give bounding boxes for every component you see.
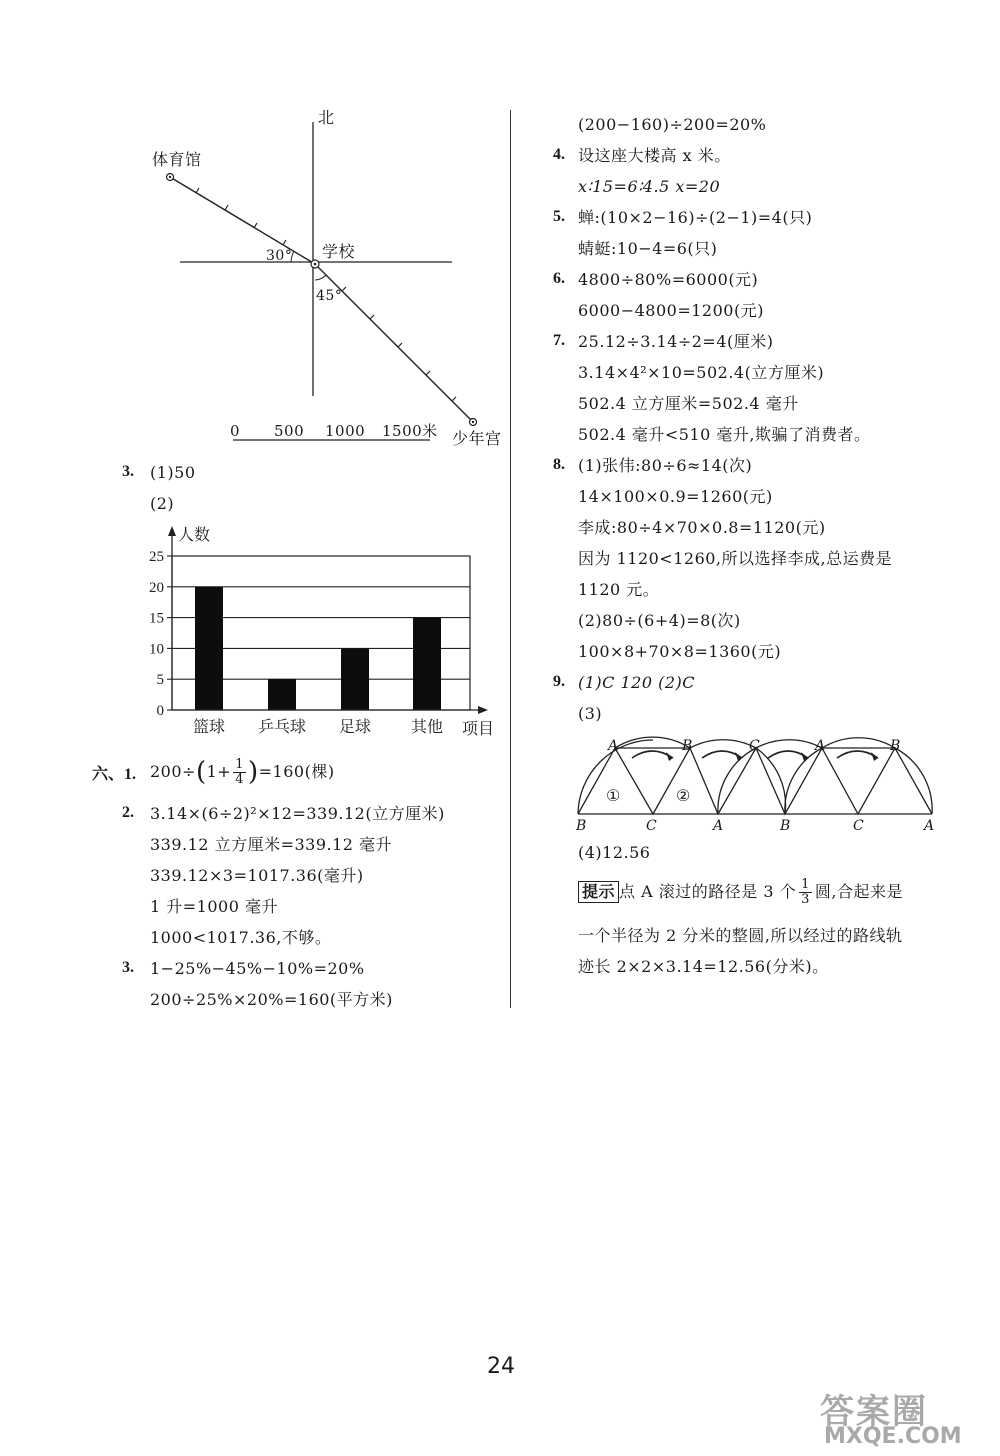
y-tick-label: 25 [149,549,164,565]
tri-top-1: A [608,738,619,754]
tri-bottom-4: B [780,818,791,834]
fraction-denominator: 4 [235,771,244,787]
six-q3-line-1: 1−25%−45%−10%=20% [150,959,365,978]
scale-1500: 1500米 [382,422,438,440]
watermark-top: 答案圈 [820,1392,928,1432]
tri-bottom-5: C [853,818,865,834]
paren-open: ( [195,757,207,787]
q8-line-1: (1)张伟:80÷6≈14(次) [578,456,753,475]
y-tick-label: 0 [156,703,164,719]
fraction-one-third [799,878,812,907]
q7-line-1: 25.12÷3.14÷2=4(厘米) [578,332,774,351]
youth-palace-label: 少年宫 [452,429,502,448]
q8-line-3: 李成:80÷4×70×0.8=1120(元) [578,518,826,537]
paren-close: ) [247,757,259,787]
six-q1-pre: 1+ [206,762,232,781]
fraction-denominator: 3 [801,891,810,907]
y-tick-label: 5 [156,672,164,689]
six-q2-line-1: 3.14×(6÷2)²×12=339.12(立方厘米) [150,804,445,823]
gym-label: 体育馆 [152,150,202,169]
q4-number: 4. [553,146,565,163]
scale-500: 500 [274,422,305,440]
category-label: 其他 [410,717,444,736]
q3-number: 3. [122,463,134,480]
six-q2-line-5: 1000<1017.36,不够。 [150,928,332,947]
fraction-one-quarter [233,758,246,787]
tri-top-4: A [815,738,826,754]
q8-line-5: 1120 元。 [578,580,660,599]
x-axis-arrow [478,706,488,714]
q8-number: 8. [553,456,565,473]
q3-answer-1: (1)50 [150,463,196,482]
q6-number: 6. [553,270,565,287]
q5-line-1: 蝉:(10×2−16)÷(2−1)=4(只) [578,208,813,227]
q5-number: 5. [553,208,565,225]
section-six-head: 六、1. [92,766,137,783]
tri-bottom-1: B [576,818,587,834]
q7-number: 7. [553,332,565,349]
tip-text-a: 点 A 滚过的路径是 3 个 [619,882,797,901]
y-axis-label: 人数 [178,525,211,544]
bar-1 [195,587,223,710]
tri-bottom-6: A [924,818,935,834]
tri-bottom-2: C [646,818,658,834]
north-label: 北 [318,108,335,127]
bar-2 [268,679,296,710]
six-q2-line-2: 339.12 立方厘米=339.12 毫升 [150,835,393,854]
q6-line-1: 4800÷80%=6000(元) [578,270,759,289]
bar-3 [341,648,369,710]
y-tick-label: 10 [149,641,164,658]
angle-45-label: 45° [316,288,343,304]
q3-answer-2: (2) [150,494,175,513]
q7-line-3: 502.4 立方厘米=502.4 毫升 [578,394,799,413]
tri-bottom-3: A [713,818,724,834]
q8-line-7: 100×8+70×8=1360(元) [578,642,782,661]
q7-line-4: 502.4 毫升<510 毫升,欺骗了消费者。 [578,425,871,444]
scale-0: 0 [230,422,241,440]
tri-top-5: B [890,738,901,754]
y-axis-arrow [168,526,176,536]
q4-line-2: x∶15=6∶4.5 x=20 [578,177,721,196]
q9-line-4: (4)12.56 [578,843,651,862]
category-label: 乒乓球 [257,717,307,736]
q4-line-1: 设这座大楼高 x 米。 [578,146,731,165]
q9-line-2: (3) [578,704,603,723]
circle-label-2: ② [676,786,691,805]
category-label: 篮球 [192,717,226,736]
school-label: 学校 [322,242,356,261]
tip-line-3: 迹长 2×2×3.14=12.56(分米)。 [578,957,829,976]
watermark-bottom: MXQE.COM [824,1424,962,1449]
q9-line-1: (1)C 120 (2)C [578,673,696,692]
scale-1000: 1000 [325,422,366,440]
q7-line-2: 3.14×4²×10=502.4(立方厘米) [578,363,825,382]
six-q1-part-a: 200÷ [150,762,196,781]
q8-line-4: 因为 1120<1260,所以选择李成,总运费是 [578,549,893,568]
tip-line-1 [578,872,903,912]
q6-line-2: 6000−4800=1200(元) [578,301,764,320]
six-q2-line-3: 339.12×3=1017.36(毫升) [150,866,364,885]
column-divider [510,110,511,1008]
six-q3-number: 3. [122,959,134,976]
six-q3-line-2: 200÷25%×20%=160(平方米) [150,990,393,1009]
y-tick-label: 15 [149,610,164,627]
six-q1-part-b: =160(棵) [258,762,335,781]
tri-top-3: C [749,738,761,754]
fraction-numerator: 1 [801,876,810,892]
tip-line-2: 一个半径为 2 分米的整圆,所以经过的路线轨 [578,926,903,945]
tri-top-2: B [682,738,693,754]
six-q1-line [150,752,335,792]
angle-30-label: 30° [266,248,293,264]
page-number: 24 [487,1354,515,1379]
q8-line-6: (2)80÷(6+4)=8(次) [578,611,741,630]
bar-4 [413,618,441,710]
bar-chart [130,518,510,748]
six-q2-number: 2. [122,804,134,821]
circle-label-1: ① [606,786,621,805]
q5-line-2: 蜻蜓:10−4=6(只) [578,239,718,258]
tip-label: 提示 [578,881,619,903]
category-label: 足球 [338,717,372,736]
r-line-0: (200−160)÷200=20% [578,115,767,134]
tip-text-b: 圆,合起来是 [814,882,903,901]
q8-line-2: 14×100×0.9=1260(元) [578,487,773,506]
fraction-numerator: 1 [235,756,244,772]
six-q2-line-4: 1 升=1000 毫升 [150,897,278,916]
x-axis-label: 项目 [462,719,495,738]
q9-number: 9. [553,673,565,690]
y-tick-label: 20 [149,579,164,596]
